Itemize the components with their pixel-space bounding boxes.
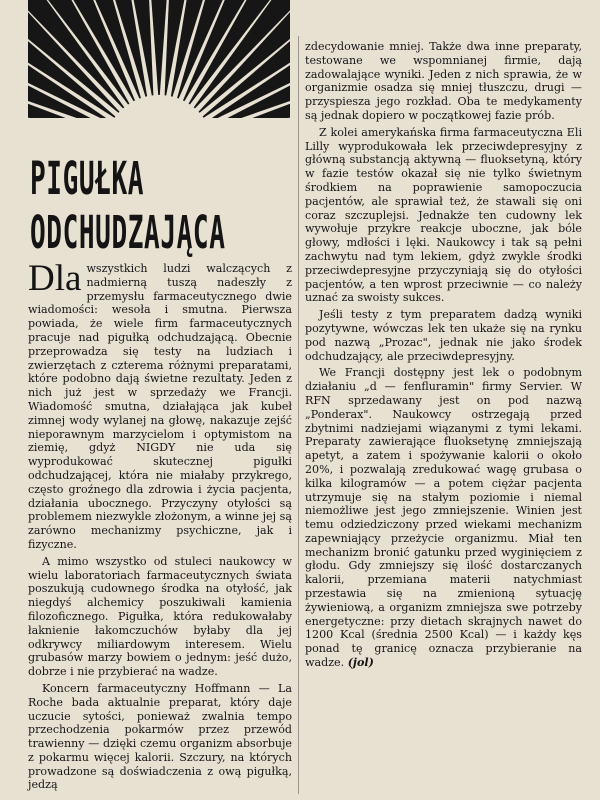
- article-title: [30, 152, 292, 260]
- paragraph-7-text: We Francji dostępny jest lek o podobnym działaniu „d — fenfluramin" firmy Servier. W RFN sprzedawany jest on pod nazwą „Ponderax". Naukowcy ostrzegają przed zbytnimi nadziejami wiązanymi z tymi lekami. Preparaty zawierające fluoksetynę zmniejszają apetyt, a zatem i spożywanie kalorii o około 20%, i pozwalają zredukować wagę grubasa o kilka kilogramów — a potem ciężar pacjenta utrzymuje się na stałym poziomie i niemal niemożliwe jest jego zmniejszenie. Winien jest temu odziedziczony przed wiekami mechanizm zapewniający przeżycie organizmu. Miał ten mechanizm bronić gatunku przed wyginięciem z głodu. Gdy zmniejszy się ilość dostarczanych kalorii, przemiana materii natychmiast przestawia się na zmienioną sytuację żywieniową, a organizm zmniejsza swe potrzeby energetyczne: przy dietach skrajnych nawet do 1200 Kcal (średnia 2500 Kcal) — i każdy kęs ponad tę granicę oznacza przybieranie na wadze.: [305, 366, 582, 670]
- paragraph-7: [305, 366, 582, 670]
- column-divider: [298, 36, 299, 794]
- paragraph-2: A mimo wszystko od stuleci naukowcy w wielu laboratoriach farmaceutycznych świata poszukują cudownego środka na otyłość, jak niegdyś alchemicy poszukiwali kamienia filozoficznego. Pigułka, która redukowałaby łaknienie łakomczuchów byłaby dla jej odkrywcy miliardowym interesem. Wielu grubasów marzy bowiem o jednym: jeść dużo, dobrze i nie przybierać na wadze.: [28, 554, 292, 679]
- left-column: [28, 258, 292, 795]
- title-line-2: ODCHUDZAJĄCA: [30, 206, 226, 259]
- paragraph-1-text: wszystkich ludzi walczących z nadmierną tuszą nadeszły z przemysłu farmaceutycznego dwie wiadomości: wesoła i smutna. Pierwsza powiada, że wiele firm farmaceutycznych pracuje nad pigułką odchudzającą. Obecnie przeprowadza się testy na ludziach i zwierzętach z czterema różnymi preparatami, które podobno dają świetne rezultaty. Jeden z nich już jest w sprzedaży we Francji. Wiadomość smutna, działająca jak kubeł zimnej wody wylanej na głowę, nakazuje zejść nieporawnym marzycielom i optymistom na ziemię, gdyż NIGDY nie uda się wyprodukować skutecznej pigułki odchudzającej, która nie miałaby przykrego, często groźnego dla zdrowia i życia pacjenta, działania ubocznego. Przyczyny otyłości są problemem niezwykle złożonym, a winne jej są zarówno mechanizmy psychiczne, jak i fizyczne.: [28, 262, 292, 551]
- paragraph-1: [28, 258, 292, 552]
- paragraph-5: Z kolei amerykańska firma farmaceutyczna Eli Lilly wyprodukowała lek przeciwdepresyjny z główną substancją aktywną — fluoksetyną, który w fazie testów okazał się nie tylko świetnym środkiem na poprawienie samopoczucia pacjentów, ale sprawiał też, że stawali się oni coraz szczuplejsi. Jednakże ten cudowny lek wywołuje przykre reakcje uboczne, jak bóle głowy, mdłości i lęki. Naukowcy i tak są pełni zachwytu nad tym lekiem, gdyż zwykle środki przeciwdepresyjne przyczyniają się do otyłości pacjentów, a ten wprost przeciwnie — co należy uznać za swoisty sukces.: [305, 125, 582, 305]
- right-column: [305, 40, 582, 673]
- paragraph-6: Jeśli testy z tym preparatem dadzą wyniki pozytywne, wówczas lek ten ukaże się na rynku pod nazwą „Prozac", jednak nie jako środek odchudzający, ale przeciwdepresyjny.: [305, 308, 582, 363]
- author-signature: (jol): [347, 656, 374, 670]
- paragraph-3: Koncern farmaceutyczny Hoffmann — La Roche bada aktualnie preparat, który daje uczucie sytości, ponieważ zwalnia tempo przechodzenia pokarmów przez przewód trawienny — dzięki czemu organizm absorbuje z pokarmu więcej kalorii. Szczury, na których prowadzone są doświadczenia z ową pigułką, jedzą: [28, 681, 292, 792]
- paragraph-4: zdecydowanie mniej. Także dwa inne preparaty, testowane we wspomnianej firmie, dają zadowalające wyniki. Jeden z nich sprawia, że w organizmie osadza się mniej tłuszczu, drugi — przyspiesza jego rozkład. Oba te medykamenty są jednak dopiero w początkowej fazie prób.: [305, 40, 582, 122]
- sunburst-ornament: [28, 0, 290, 118]
- title-line-1: PIGUŁKA: [30, 152, 145, 205]
- sunburst-rays: [28, 0, 290, 118]
- drop-cap: Dla: [28, 258, 82, 299]
